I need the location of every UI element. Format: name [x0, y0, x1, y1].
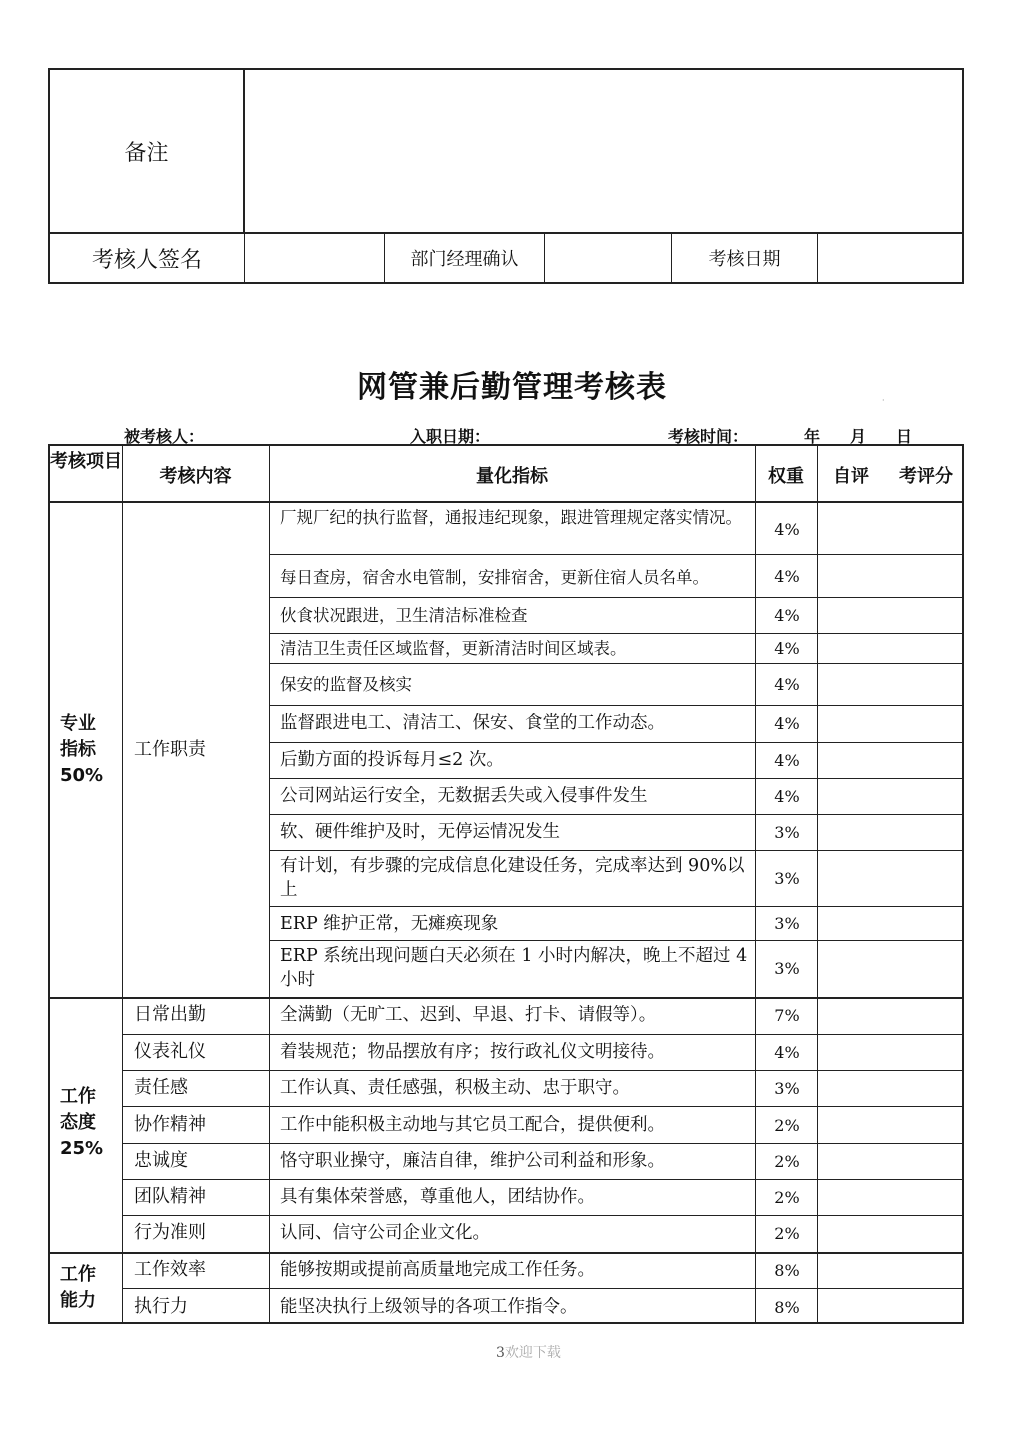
- category-text: 态度: [60, 1112, 96, 1133]
- header-item: [50, 450, 122, 474]
- indicator-cell: 后勤方面的投诉每月≤2 次。: [280, 750, 504, 770]
- header-weight: 权重: [768, 466, 804, 487]
- content-duty: 工作职责: [134, 739, 206, 760]
- indicator-cell: 有计划，有步骤的完成信息化建设任务，完成率达到 90%以上: [280, 856, 745, 900]
- assessor-sign-field[interactable]: [245, 234, 385, 282]
- indicator-cell: 工作中能积极主动地与其它员工配合，提供便利。: [280, 1115, 665, 1135]
- indicator-cell: ERP 维护正常，无瘫痪现象: [280, 914, 499, 934]
- content-execution: 执行力: [134, 1296, 188, 1317]
- page-number: 3: [496, 1345, 505, 1361]
- footer-text: 欢迎下载: [504, 1345, 561, 1361]
- indicator-cell: 具有集体荣誉感，尊重他人，团结协作。: [280, 1187, 595, 1207]
- row-divider: [122, 1106, 962, 1107]
- header-self: 自评: [833, 466, 869, 487]
- month-label: 月: [850, 427, 867, 446]
- remark-field[interactable]: [245, 70, 962, 232]
- indicator-cell: 恪守职业操守，廉洁自律，维护公司利益和形象。: [280, 1151, 665, 1171]
- weight-cell: 2%: [774, 1224, 800, 1243]
- weight-cell: 4%: [774, 639, 800, 658]
- weight-cell: 2%: [774, 1116, 800, 1135]
- indicator-cell: 认同、信守公司企业文化。: [280, 1223, 490, 1243]
- section-divider: [50, 1252, 962, 1254]
- header-score: 考评分: [899, 466, 953, 487]
- page-title: 网管兼后勤管理考核表: [357, 370, 667, 405]
- assess-date-label: 考核日期: [672, 234, 818, 282]
- indicator-cell: 全满勤（无旷工、迟到、早退、打卡、请假等）。: [280, 1005, 657, 1025]
- category-text: 指标: [60, 739, 96, 760]
- indicator-cell: 软、硬件维护及时，无停运情况发生: [280, 822, 560, 842]
- indicator-cell: 能够按期或提前高质量地完成工作任务。: [280, 1260, 595, 1280]
- col-divider: [269, 446, 270, 1322]
- assessee-label: 被考核人：: [124, 427, 205, 446]
- category-text: 工作: [60, 1264, 96, 1285]
- row-divider: [122, 1143, 962, 1144]
- content-conduct: 行为准则: [134, 1222, 206, 1243]
- page-footer: [496, 1342, 561, 1362]
- content-responsibility: 责任感: [134, 1077, 188, 1098]
- weight-cell: 4%: [774, 675, 800, 694]
- assessor-sign-label: 考核人签名: [50, 234, 245, 282]
- manager-confirm-field[interactable]: [545, 234, 672, 282]
- row-divider: [269, 597, 962, 598]
- weight-cell: 8%: [774, 1261, 800, 1280]
- row-divider: [122, 1179, 962, 1180]
- weight-cell: 4%: [774, 787, 800, 806]
- weight-cell: 7%: [774, 1006, 800, 1025]
- assessment-table: [48, 444, 964, 1324]
- row-divider: [269, 663, 962, 664]
- indicator-cell: 每日查房，宿舍水电管制，安排宿舍，更新住宿人员名单。: [280, 568, 709, 587]
- indicator-cell: ERP 系统出现问题白天必须在 1 小时内解决，晚上不超过 4 小时: [280, 946, 748, 990]
- indicator-cell: 伙食状况跟进，卫生清洁标准检查: [280, 606, 528, 625]
- header-content: 考核内容: [159, 466, 232, 487]
- indicator-cell: 监督跟进电工、清洁工、保安、食堂的工作动态。: [280, 713, 665, 733]
- row-divider: [269, 633, 962, 634]
- weight-cell: 4%: [774, 520, 800, 539]
- category-text: 25%: [60, 1138, 104, 1159]
- category-attitude: [60, 1084, 103, 1162]
- col-divider: [122, 446, 123, 1322]
- content-attendance: 日常出勤: [134, 1004, 206, 1025]
- header-indicator: 量化指标: [476, 466, 548, 487]
- row-divider: [269, 850, 962, 851]
- weight-cell: 4%: [774, 1043, 800, 1062]
- weight-cell: 4%: [774, 751, 800, 770]
- header-divider: [50, 501, 962, 503]
- indicator-cell: 着装规范；物品摆放有序；按行政礼仪文明接待。: [280, 1042, 665, 1062]
- category-ability: [60, 1262, 96, 1314]
- row-divider: [269, 554, 962, 555]
- entry-date-label: 入职日期：: [410, 427, 491, 446]
- manager-confirm-label: 部门经理确认: [385, 234, 545, 282]
- category-text: 专业: [60, 713, 96, 734]
- indicator-cell: 能坚决执行上级领导的各项工作指令。: [280, 1297, 578, 1317]
- row-divider: [122, 1034, 962, 1035]
- row-divider: [122, 1215, 962, 1216]
- row-divider: [122, 1288, 962, 1289]
- remark-label: 备注: [50, 70, 245, 232]
- weight-cell: 2%: [774, 1152, 800, 1171]
- signature-row: [50, 232, 962, 282]
- content-team: 团队精神: [134, 1186, 206, 1207]
- weight-cell: 4%: [774, 714, 800, 733]
- weight-cell: 8%: [774, 1298, 800, 1317]
- row-divider: [269, 940, 962, 941]
- indicator-cell: 保安的监督及核实: [280, 675, 412, 694]
- year-label: 年: [804, 427, 821, 446]
- row-divider: [269, 814, 962, 815]
- weight-cell: 4%: [774, 606, 800, 625]
- weight-cell: 3%: [774, 959, 800, 978]
- day-label: 日: [896, 427, 913, 446]
- decorative-dot: ·: [882, 396, 885, 405]
- row-divider: [269, 778, 962, 779]
- weight-cell: 3%: [774, 869, 800, 888]
- indicator-cell: 公司网站运行安全，无数据丢失或入侵事件发生: [280, 786, 648, 806]
- weight-cell: 3%: [774, 1079, 800, 1098]
- header-item-text: 考核项目: [50, 451, 122, 472]
- content-cooperation: 协作精神: [134, 1114, 206, 1135]
- signature-table: [48, 68, 964, 284]
- weight-cell: 4%: [774, 567, 800, 586]
- section-divider: [50, 997, 962, 999]
- content-loyalty: 忠诚度: [134, 1150, 188, 1171]
- weight-cell: 2%: [774, 1188, 800, 1207]
- weight-cell: 3%: [774, 914, 800, 933]
- weight-cell: 3%: [774, 823, 800, 842]
- content-etiquette: 仪表礼仪: [134, 1041, 206, 1062]
- indicator-cell: 清洁卫生责任区域监督，更新清洁时间区域表。: [280, 639, 627, 658]
- assess-time-label: 考核时间：: [668, 427, 749, 446]
- category-professional: [60, 711, 103, 789]
- category-text: 能力: [60, 1290, 96, 1311]
- content-efficiency: 工作效率: [134, 1259, 206, 1280]
- category-text: 50%: [60, 765, 104, 786]
- indicator-cell: 工作认真、责任感强，积极主动、忠于职守。: [280, 1078, 630, 1098]
- category-text: 工作: [60, 1086, 96, 1107]
- row-divider: [269, 705, 962, 706]
- row-divider: [269, 906, 962, 907]
- row-divider: [122, 1070, 962, 1071]
- row-divider: [269, 742, 962, 743]
- assess-date-field[interactable]: [818, 234, 962, 282]
- indicator-cell: 厂规厂纪的执行监督，通报违纪现象，跟进管理规定落实情况。: [280, 508, 742, 527]
